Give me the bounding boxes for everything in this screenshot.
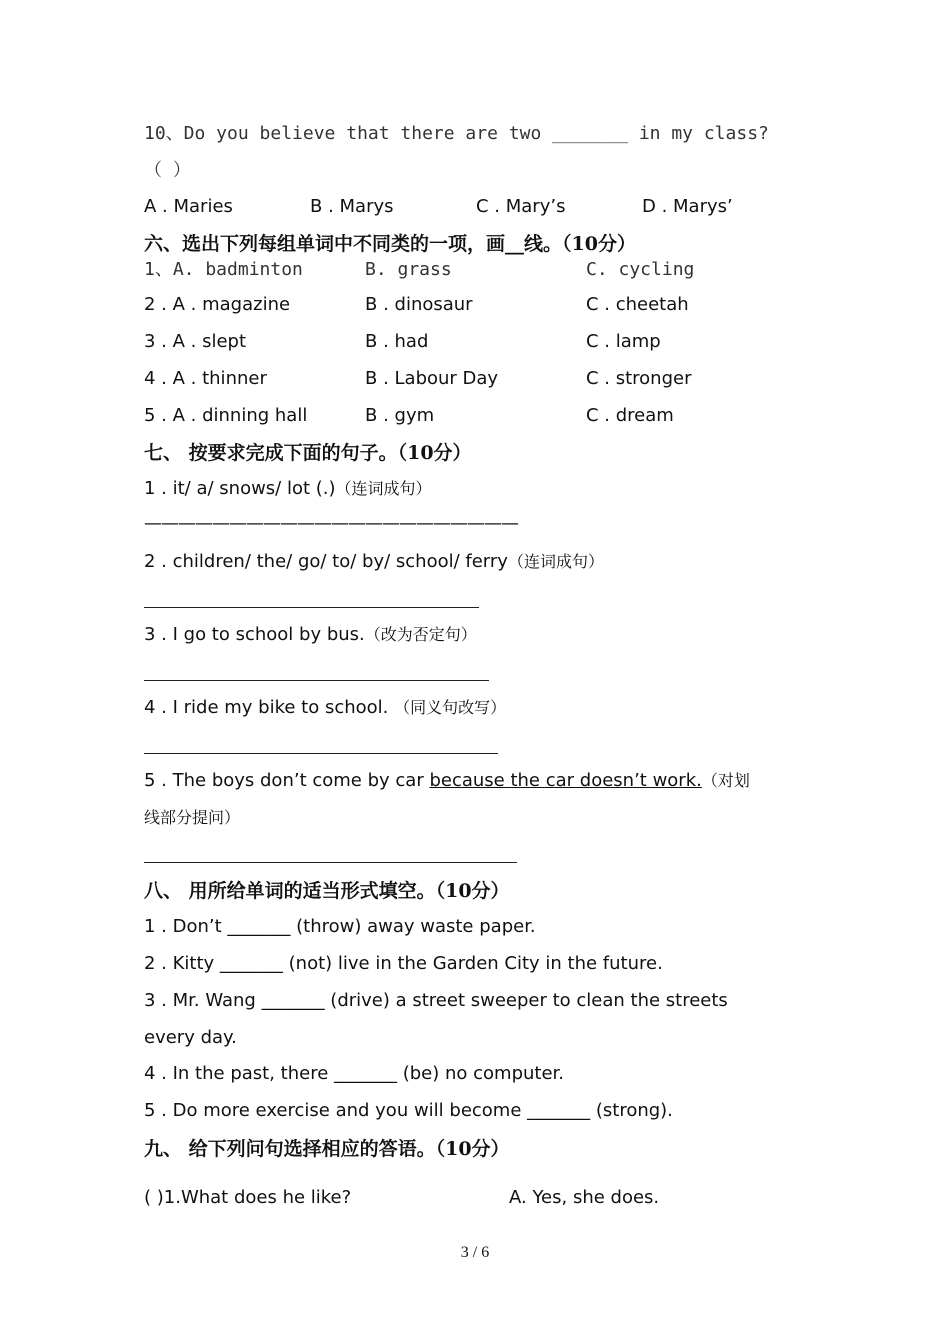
s8-item4: 4 . In the past, there _______ (be) no computer. — [144, 1063, 565, 1084]
s6-row2-a: 2 . A . magazine — [144, 294, 291, 315]
s7-q5-note: （对划 — [701, 771, 750, 790]
s9-q1-answer: A. Yes, she does. — [509, 1187, 660, 1208]
s7-q1-text: 1 . it/ a/ snows/ lot (.) — [144, 478, 336, 499]
q10-option-a: A . Maries — [144, 196, 233, 217]
s6-row4-b: B . Labour Day — [365, 368, 499, 389]
s7-q2 — [144, 550, 604, 574]
q10-answer-paren: （ ） — [144, 160, 191, 181]
q10-option-c: C . Mary’s — [476, 196, 566, 217]
q10-option-b: B . Marys — [310, 196, 394, 217]
s6-row5-a: 5 . A . dinning hall — [144, 405, 308, 426]
s7-q2-text: 2 . children/ the/ go/ to/ by/ school/ ferry — [144, 551, 508, 572]
s6-row5-c: C . dream — [586, 405, 674, 426]
s7-q3 — [144, 623, 477, 647]
q10-stem: 10、Do you believe that there are two _______ in my class? — [144, 123, 769, 144]
s6-row5-b: B . gym — [365, 405, 435, 426]
s7-q2-answer-line — [144, 607, 479, 608]
s8-item3: 3 . Mr. Wang _______ (drive) a street sweeper to clean the streets — [144, 990, 728, 1011]
section6-title: 六、选出下列每组单词中不同类的一项，画__线。（10分） — [144, 233, 636, 255]
s7-q5-underlined: because the car doesn’t work. — [429, 770, 702, 791]
s6-row1-a: 1、A. badminton — [144, 259, 303, 280]
s6-row2-c: C . cheetah — [586, 294, 689, 315]
section8-title: 八、 用所给单词的适当形式填空。（10分） — [144, 880, 510, 902]
s6-row1-c: C. cycling — [586, 259, 695, 280]
s6-row4-c: C . stronger — [586, 368, 692, 389]
s7-q1-answer-line: —————————————————————— — [144, 513, 518, 534]
s7-q4 — [144, 696, 506, 720]
s8-item5: 5 . Do more exercise and you will become _______ (strong). — [144, 1100, 673, 1121]
s7-q5-text: 5 . The boys don’t come by car — [144, 770, 430, 791]
s6-row3-c: C . lamp — [586, 331, 661, 352]
s6-row1-b: B. grass — [365, 259, 452, 280]
s7-q1 — [144, 477, 432, 501]
s7-q4-answer-line — [144, 753, 498, 754]
s6-row4-a: 4 . A . thinner — [144, 368, 267, 389]
q10-option-d: D . Marys’ — [642, 196, 733, 217]
s7-q5 — [144, 769, 750, 793]
s7-q1-note: （连词成句） — [335, 479, 432, 498]
s8-item2: 2 . Kitty _______ (not) live in the Garden City in the future. — [144, 953, 663, 974]
s9-q1-question: ( )1.What does he like? — [144, 1187, 352, 1208]
s6-row3-b: B . had — [365, 331, 429, 352]
s7-q4-note: （同义句改写） — [394, 698, 507, 717]
s8-item3-cont: every day. — [144, 1027, 237, 1048]
s7-q3-answer-line — [144, 680, 489, 681]
s7-q3-text: 3 . I go to school by bus. — [144, 624, 365, 645]
s7-q4-text: 4 . I ride my bike to school. — [144, 697, 389, 718]
section7-title: 七、 按要求完成下面的句子。（10分） — [144, 442, 472, 464]
s6-row3-a: 3 . A . slept — [144, 331, 247, 352]
s6-row2-b: B . dinosaur — [365, 294, 473, 315]
s8-item1: 1 . Don’t _______ (throw) away waste paper. — [144, 916, 536, 937]
page-number: 3 / 6 — [460, 1244, 490, 1261]
s7-q3-note: （改为否定句） — [364, 625, 477, 644]
s7-q2-note: （连词成句） — [507, 552, 604, 571]
s7-q5-answer-line — [144, 862, 517, 863]
s7-q5-note-cont: 线部分提问） — [144, 808, 241, 827]
section9-title: 九、 给下列问句选择相应的答语。（10分） — [144, 1138, 510, 1160]
